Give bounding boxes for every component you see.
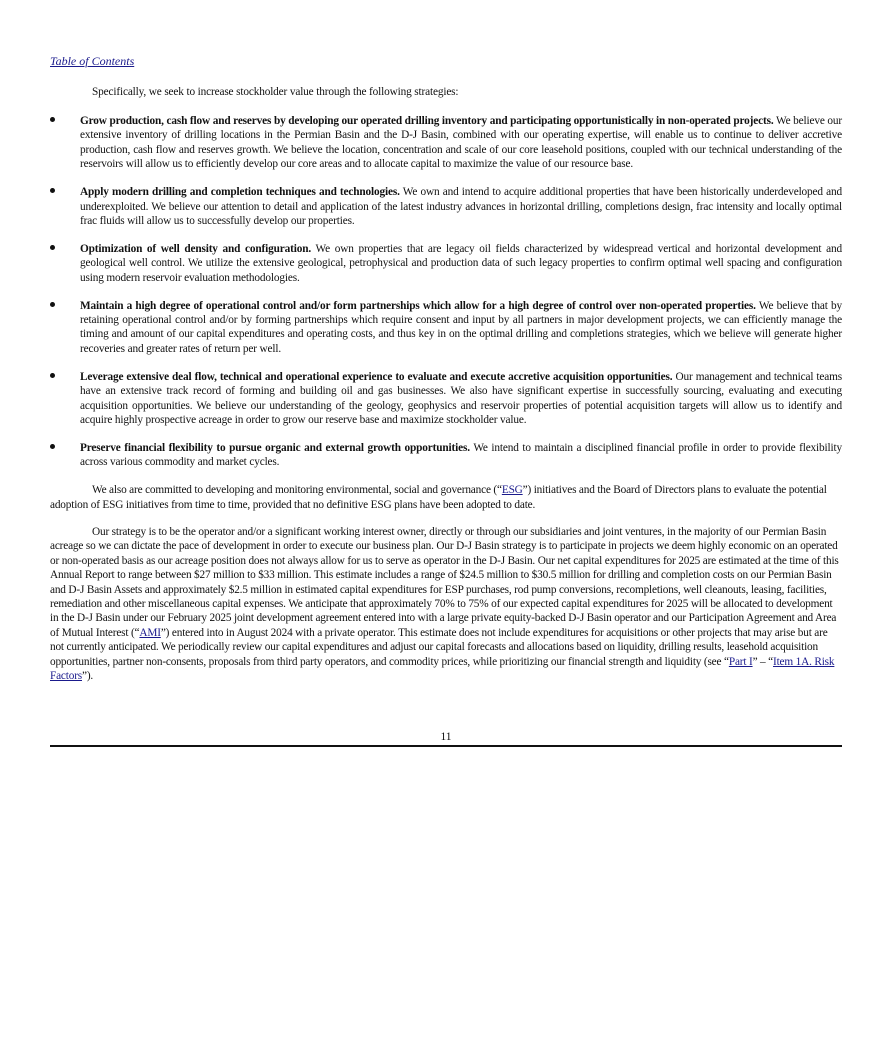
strategy-item-1 — [50, 114, 842, 172]
strategy-heading: Preserve financial flexibility to pursue organic and external growth opportunities. — [80, 441, 470, 454]
strategy-body: We own properties that are legacy oil fields characterized by widespread vertical and horizontal development and geological well control. We utilize the extensive geological, petrophysical and production data of such legacy properties to confirm optimal well spacing and configuration using modern reservoir evaluation methodologies. — [80, 242, 842, 284]
strategy-item-5 — [50, 370, 842, 428]
strategy-heading: Maintain a high degree of operational control and/or form partnerships which allow for a high degree of control over non-operated properties. — [80, 299, 756, 312]
document-page — [50, 52, 842, 696]
strategy-text-3: ” – “ — [752, 655, 773, 668]
strategy-text-2: ”) entered into in August 2024 with a private operator. This estimate does not include expenditures for acquisitions or other projects that may arise but are not currently anticipated. We periodically review our capital expenditures and adjust our capital forecasts and allocations based on liquidity, drilling results, leasehold acquisition opportunities, partner non-consents, proposals from third party operators, and commodity prices, while prioritizing our financial strength and liquidity (see “ — [50, 626, 828, 668]
strategy-body: We believe that by retaining operational control and/or by forming partnerships which require consent and input by all partners in major development projects, we can efficiently manage the timing and amount of our capital expenditures and operating costs, and thus key in on the optimal drilling and completions strategies, which we believe will generate higher recoveries and greater rates of return per well. — [80, 299, 842, 355]
strategy-body: We own and intend to acquire additional properties that have been historically underdeveloped and underexploited. We believe our attention to detail and application of the latest industry advances in horizontal drilling, completions design, frac intensity and locally optimal frac fluids will allow us to successfully develop our properties. — [80, 186, 842, 227]
strategy-body: We intend to maintain a disciplined financial profile in order to provide flexibility across various commodity and market cycles. — [80, 441, 842, 469]
ami-link[interactable]: AMI — [139, 626, 161, 639]
strategy-body: We believe our extensive inventory of drilling locations in the Permian Basin and the D-J Basin, combined with our operating expertise, will enable us to continue to deliver accretive production, cash flow and reserves growth. We believe the location, concentration and scale of our core leasehold positions, coupled with our technical understanding of the reservoirs will allow us to efficiently develop our core areas and to allocate capital to maximize the value of our resource base. — [80, 115, 843, 171]
part-i-link[interactable]: Part I — [728, 655, 753, 668]
bullet-icon — [50, 245, 55, 250]
strategy-item-4 — [50, 299, 842, 357]
bullet-icon — [50, 117, 55, 122]
esg-link[interactable]: ESG — [501, 484, 523, 497]
strategy-heading: Leverage extensive deal flow, technical and operational experience to evaluate and execute accretive acquisition opportunities. — [80, 370, 673, 383]
risk-factors-link[interactable]: Item 1A. Risk Factors — [50, 655, 835, 682]
footer-rule — [50, 745, 842, 747]
bullet-icon — [50, 302, 55, 307]
strategy-heading: Apply modern drilling and completion techniques and technologies. — [80, 186, 400, 199]
strategy-item-2 — [50, 185, 842, 228]
strategy-body: Our management and technical teams have an extensive track record of forming and building oil and gas businesses. We also have significant expertise in successfully sourcing, evaluating and executing acquisition opportunities. We believe our understanding of the geology, geophysics and reservoir properties of potential acquisition targets will allow us to identify and acquire highly prospective acreage in order to grow our reserve base and maximize stockholder value. — [80, 370, 842, 426]
strategy-item-6 — [50, 441, 842, 470]
strategy-paragraph — [50, 525, 842, 683]
esg-text-before: We also are committed to developing and monitoring environmental, social and governance (“ — [92, 484, 502, 497]
bullet-icon — [50, 373, 55, 378]
strategy-text-1: Our strategy is to be the operator and/or a significant working interest owner, directly or through our subsidiaries and joint ventures, in the majority of our Permian Basin acreage so we can dictate the pace of development in order to execute our business plan. Our D-J Basin strategy is to participate in projects we deem highly economic on an operated or non-operated basis as our acreage position does not always allow for us to serve as operator in the D-J Basin. Our net capital expenditures for 2025 are estimated at the time of this Annual Report to range between $27 million to $33 million. This estimate includes a range of $24.5 million to $30.5 million for drilling and completion costs on our Permian Basin and D-J Basin Assets and approximately $2.5 million in estimated capital expenditures for ESP purchases, rod pump conversions, recompletions, well cleanouts, leasing, facilities, remediation and other miscellaneous capital expenses. We anticipate that approximately 70% to 75% of our expected capital expenditures for 2025 will be allocated to development in the D-J Basin under our February 2025 joint development agreement entered into with a large private equity-backed D-J Basin operator and our Participation Agreement and Area of Mutual Interest (“ — [50, 525, 839, 639]
page-footer — [50, 730, 842, 747]
strategy-list — [50, 114, 842, 470]
esg-paragraph — [50, 483, 842, 512]
strategy-heading: Optimization of well density and configuration. — [80, 242, 312, 255]
esg-text-after: ”) initiatives and the Board of Directors plans to evaluate the potential adoption of ESG initiatives from time to time, provided that no definitive ESG plans have been adopted to date. — [50, 484, 827, 511]
strategy-heading: Grow production, cash flow and reserves by developing our operated drilling inventory and participating opportunistically in non-operated projects. — [80, 115, 774, 127]
table-of-contents-link[interactable]: Table of Contents — [50, 54, 135, 68]
bullet-icon — [50, 188, 55, 193]
page-number: 11 — [440, 731, 452, 743]
intro-paragraph: Specifically, we seek to increase stockholder value through the following strategies: — [92, 86, 459, 98]
strategy-item-3 — [50, 242, 842, 285]
bullet-icon — [50, 444, 55, 449]
strategy-text-4: ”). — [82, 670, 94, 682]
